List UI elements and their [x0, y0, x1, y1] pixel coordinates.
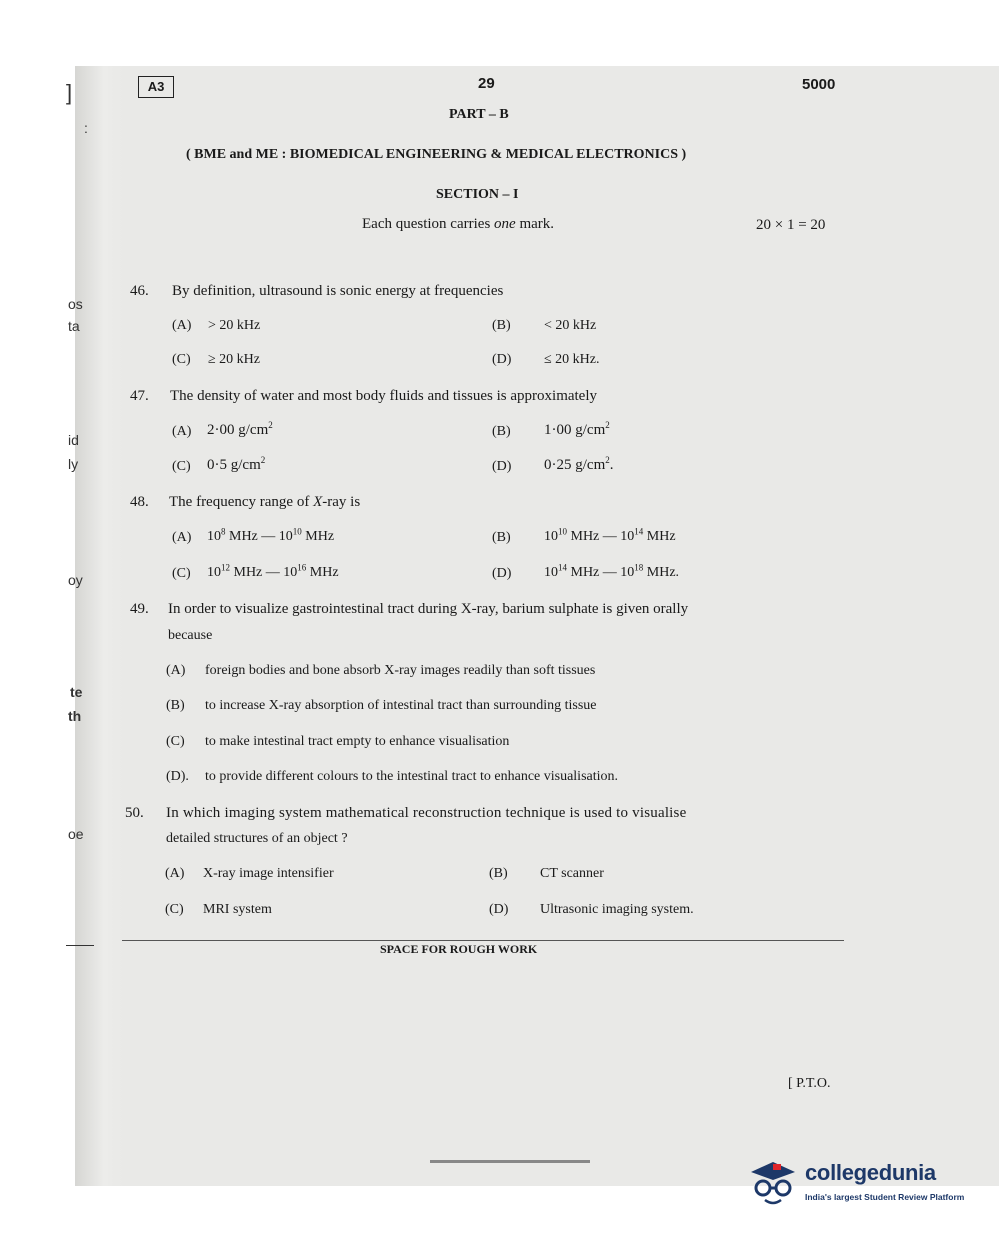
option-label: (C) — [165, 902, 184, 917]
question-number: 46. — [130, 283, 149, 299]
part-title: PART – B — [449, 107, 509, 122]
option-label: (D) — [492, 459, 512, 474]
logo-tagline: India's largest Student Review Platform — [805, 1192, 965, 1202]
question-text: The density of water and most body fluids and tissues is approximately — [170, 388, 598, 404]
paper-code: 5000 — [802, 76, 836, 93]
edge-fragment: ly — [68, 456, 79, 472]
option-label: (C) — [172, 459, 191, 474]
option-label: (A) — [165, 866, 185, 881]
edge-fragment: ta — [68, 318, 80, 334]
page-edge-mark — [430, 1160, 590, 1163]
question-text: In which imaging system mathematical reconstruction technique is used to visualise — [166, 805, 687, 821]
option-b: $10^{10}$ MHz — $10^{14}$ MHz — [544, 526, 676, 544]
edge-fragment: oy — [68, 572, 83, 588]
option-label: (B) — [492, 530, 511, 545]
question-number: 49. — [130, 601, 149, 617]
question-text: detailed structures of an object ? — [166, 831, 348, 846]
question-number: 48. — [130, 494, 149, 510]
logo-wordmark: collegedunia — [805, 1160, 936, 1185]
edge-fragment: te — [70, 684, 83, 700]
option-c: $10^{12}$ MHz — $10^{16}$ MHz — [207, 562, 339, 580]
marks-scheme: 20 × 1 = 20 — [756, 217, 826, 233]
edge-rule — [66, 945, 94, 946]
collegedunia-logo — [747, 1158, 967, 1210]
option-label: (D) — [492, 352, 512, 367]
question-number: 50. — [125, 805, 144, 821]
page-number: 29 — [478, 75, 495, 92]
option-a: X-ray image intensifier — [203, 866, 334, 881]
option-label: (D) — [492, 566, 512, 581]
option-a: $10^8$ MHz — $10^{10}$ MHz — [207, 526, 335, 544]
option-c: 0·5 $g/cm^2$ — [207, 455, 266, 473]
section-title: SECTION – I — [436, 187, 519, 202]
option-label: (B) — [166, 698, 185, 713]
option-b: 1·00 $g/cm^2$ — [544, 420, 610, 438]
edge-fragment: os — [68, 296, 83, 312]
option-c: to make intestinal tract empty to enhance visualisation — [205, 734, 510, 749]
option-b: CT scanner — [540, 866, 604, 881]
pto-note: [ P.T.O. — [788, 1076, 831, 1091]
option-label: (B) — [492, 424, 511, 439]
option-label: (C) — [172, 566, 191, 581]
edge-fragment: oe — [68, 826, 84, 842]
logo-mascot-icon — [747, 1158, 801, 1208]
instruction: Each question carries one mark. — [362, 216, 555, 232]
option-label: (C) — [166, 734, 185, 749]
option-d: to provide different colours to the intestinal tract to enhance visualisation. — [205, 769, 619, 784]
booklet-code-box: A3 — [138, 76, 174, 98]
edge-fragment: th — [68, 708, 82, 724]
option-a: 2·00 $g/cm^2$ — [207, 420, 273, 438]
page-binding-shadow — [75, 66, 123, 1186]
subject-title: ( BME and ME : BIOMEDICAL ENGINEERING & MEDICAL ELECTRONICS ) — [186, 147, 687, 162]
option-c: ≥ 20 kHz — [208, 352, 261, 367]
option-label: (C) — [172, 352, 191, 367]
question-text: because — [168, 628, 213, 643]
edge-fragment: ] — [66, 80, 73, 105]
option-d: ≤ 20 kHz. — [544, 352, 600, 367]
rough-work-rule — [122, 940, 844, 941]
option-label: (D) — [489, 902, 509, 917]
option-d: Ultrasonic imaging system. — [540, 902, 694, 917]
question-number: 47. — [130, 388, 149, 404]
question-text: In order to visualize gastrointestinal tract during X-ray, barium sulphate is given orally — [168, 601, 689, 617]
option-b: < 20 kHz — [544, 318, 597, 333]
option-d: 0·25 $g/cm^2$. — [544, 455, 614, 473]
rough-work-heading: SPACE FOR ROUGH WORK — [380, 942, 538, 956]
question-text: The frequency range of X-ray is — [169, 494, 361, 510]
option-label: (A) — [172, 424, 192, 439]
option-label: (B) — [492, 318, 511, 333]
question-text: By definition, ultrasound is sonic energy at frequencies — [172, 283, 504, 299]
edge-fragment: : — [84, 120, 88, 136]
option-b: to increase X-ray absorption of intestinal tract than surrounding tissue — [205, 698, 597, 713]
edge-fragment: id — [68, 432, 79, 448]
option-label: (A) — [172, 530, 192, 545]
option-label: (A) — [166, 663, 186, 678]
option-c: MRI system — [203, 902, 272, 917]
scanned-page — [75, 66, 999, 1186]
option-label: (A) — [172, 318, 192, 333]
option-a: > 20 kHz — [208, 318, 261, 333]
option-label: (D). — [166, 769, 189, 784]
option-d: $10^{14}$ MHz — $10^{18}$ MHz. — [544, 562, 680, 580]
option-a: foreign bodies and bone absorb X-ray images readily than soft tissues — [205, 663, 596, 678]
option-label: (B) — [489, 866, 508, 881]
